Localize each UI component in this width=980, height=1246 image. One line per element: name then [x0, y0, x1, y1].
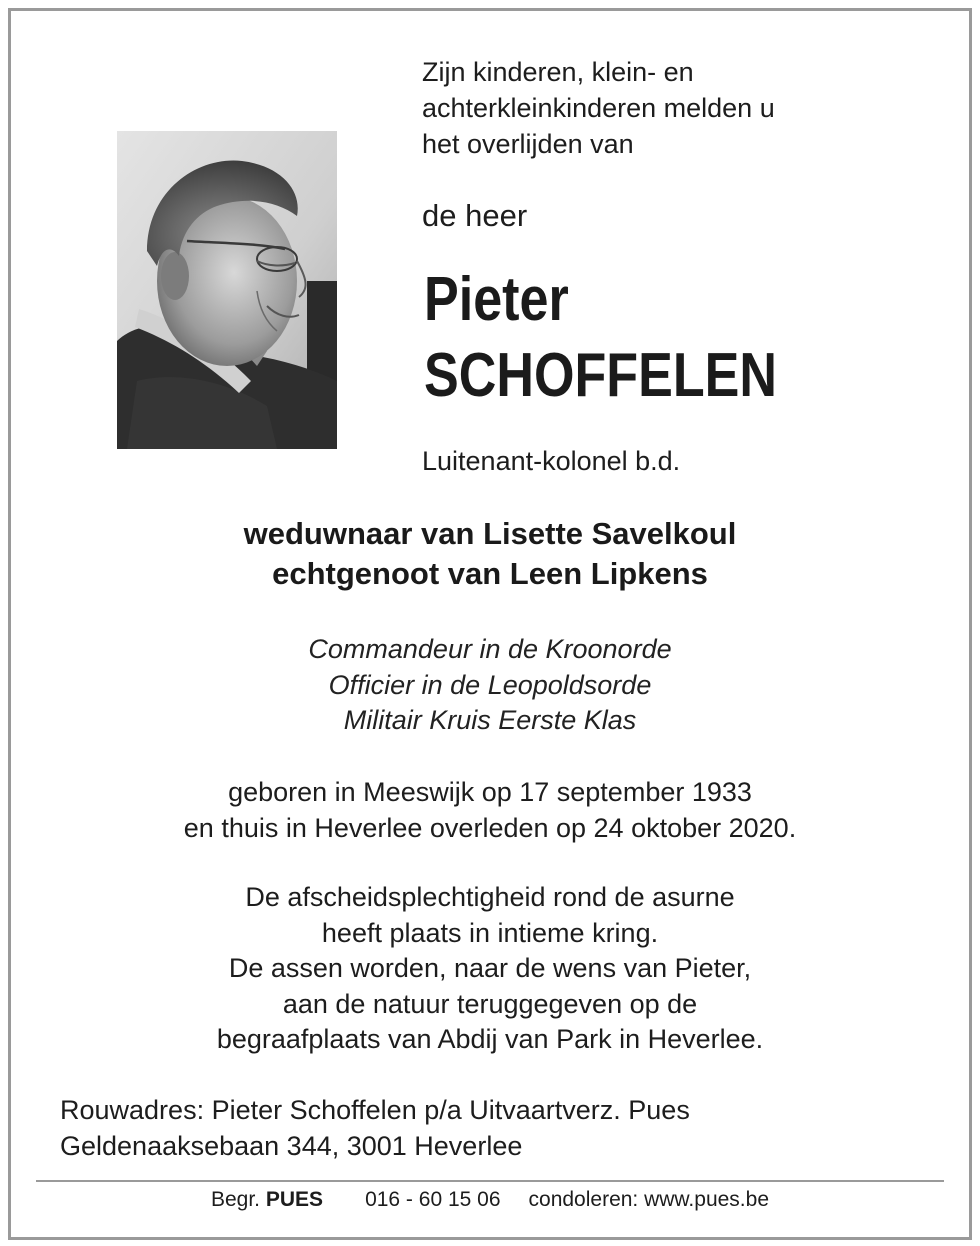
- ceremony-line: De afscheidsplechtigheid rond de asurne: [245, 882, 735, 912]
- honours-block: [0, 632, 980, 739]
- mourning-address: [60, 1092, 690, 1164]
- spouse-line: weduwnaar van Lisette Savelkoul: [243, 516, 737, 551]
- spouses-block: [0, 514, 980, 594]
- death-line: en thuis in Heverlee overleden op 24 oktober 2020.: [183, 813, 797, 843]
- footer-divider: [36, 1180, 944, 1182]
- honour-line: Commandeur in de Kroonorde: [308, 634, 672, 664]
- intro-text: [422, 54, 775, 162]
- intro-line: het overlijden van: [422, 129, 634, 159]
- portrait-photo: [117, 131, 337, 449]
- last-name: SCHOFFELEN: [424, 341, 777, 410]
- ceremony-line: aan de natuur teruggegeven op de: [282, 988, 698, 1019]
- intro-line: Zijn kinderen, klein- en: [422, 57, 694, 87]
- intro-line: achterkleinkinderen melden u: [422, 93, 775, 123]
- address-line: Rouwadres: Pieter Schoffelen p/a Uitvaartverz. Pues: [60, 1095, 690, 1125]
- undertaker-phone: 016 - 60 15 06: [365, 1188, 501, 1211]
- ceremony-line: De assen worden, naar de wens van Pieter,: [228, 953, 752, 983]
- spouse-line: echtgenoot van Leen Lipkens: [272, 556, 708, 591]
- honorific: de heer: [422, 198, 528, 233]
- first-name: Pieter: [424, 265, 569, 334]
- honour-line: Officier in de Leopoldsorde: [328, 669, 652, 700]
- honour-line: Militair Kruis Eerste Klas: [343, 705, 637, 735]
- ceremony-line: heeft plaats in intieme kring.: [321, 917, 659, 948]
- dates-block: [0, 774, 980, 846]
- ceremony-block: [0, 880, 980, 1058]
- deceased-name: [424, 262, 777, 414]
- address-line: Geldenaaksebaan 344, 3001 Heverlee: [60, 1131, 523, 1161]
- undertaker-prefix: Begr.: [210, 1188, 261, 1211]
- footer: [0, 1186, 980, 1214]
- undertaker-name: PUES: [265, 1188, 324, 1211]
- condolences-link[interactable]: condoleren: www.pues.be: [528, 1188, 770, 1211]
- ceremony-line: begraafplaats van Abdij van Park in Heverlee.: [216, 1024, 764, 1054]
- birth-line: geboren in Meeswijk op 17 september 1933: [228, 777, 752, 807]
- military-rank: Luitenant-kolonel b.d.: [422, 446, 681, 476]
